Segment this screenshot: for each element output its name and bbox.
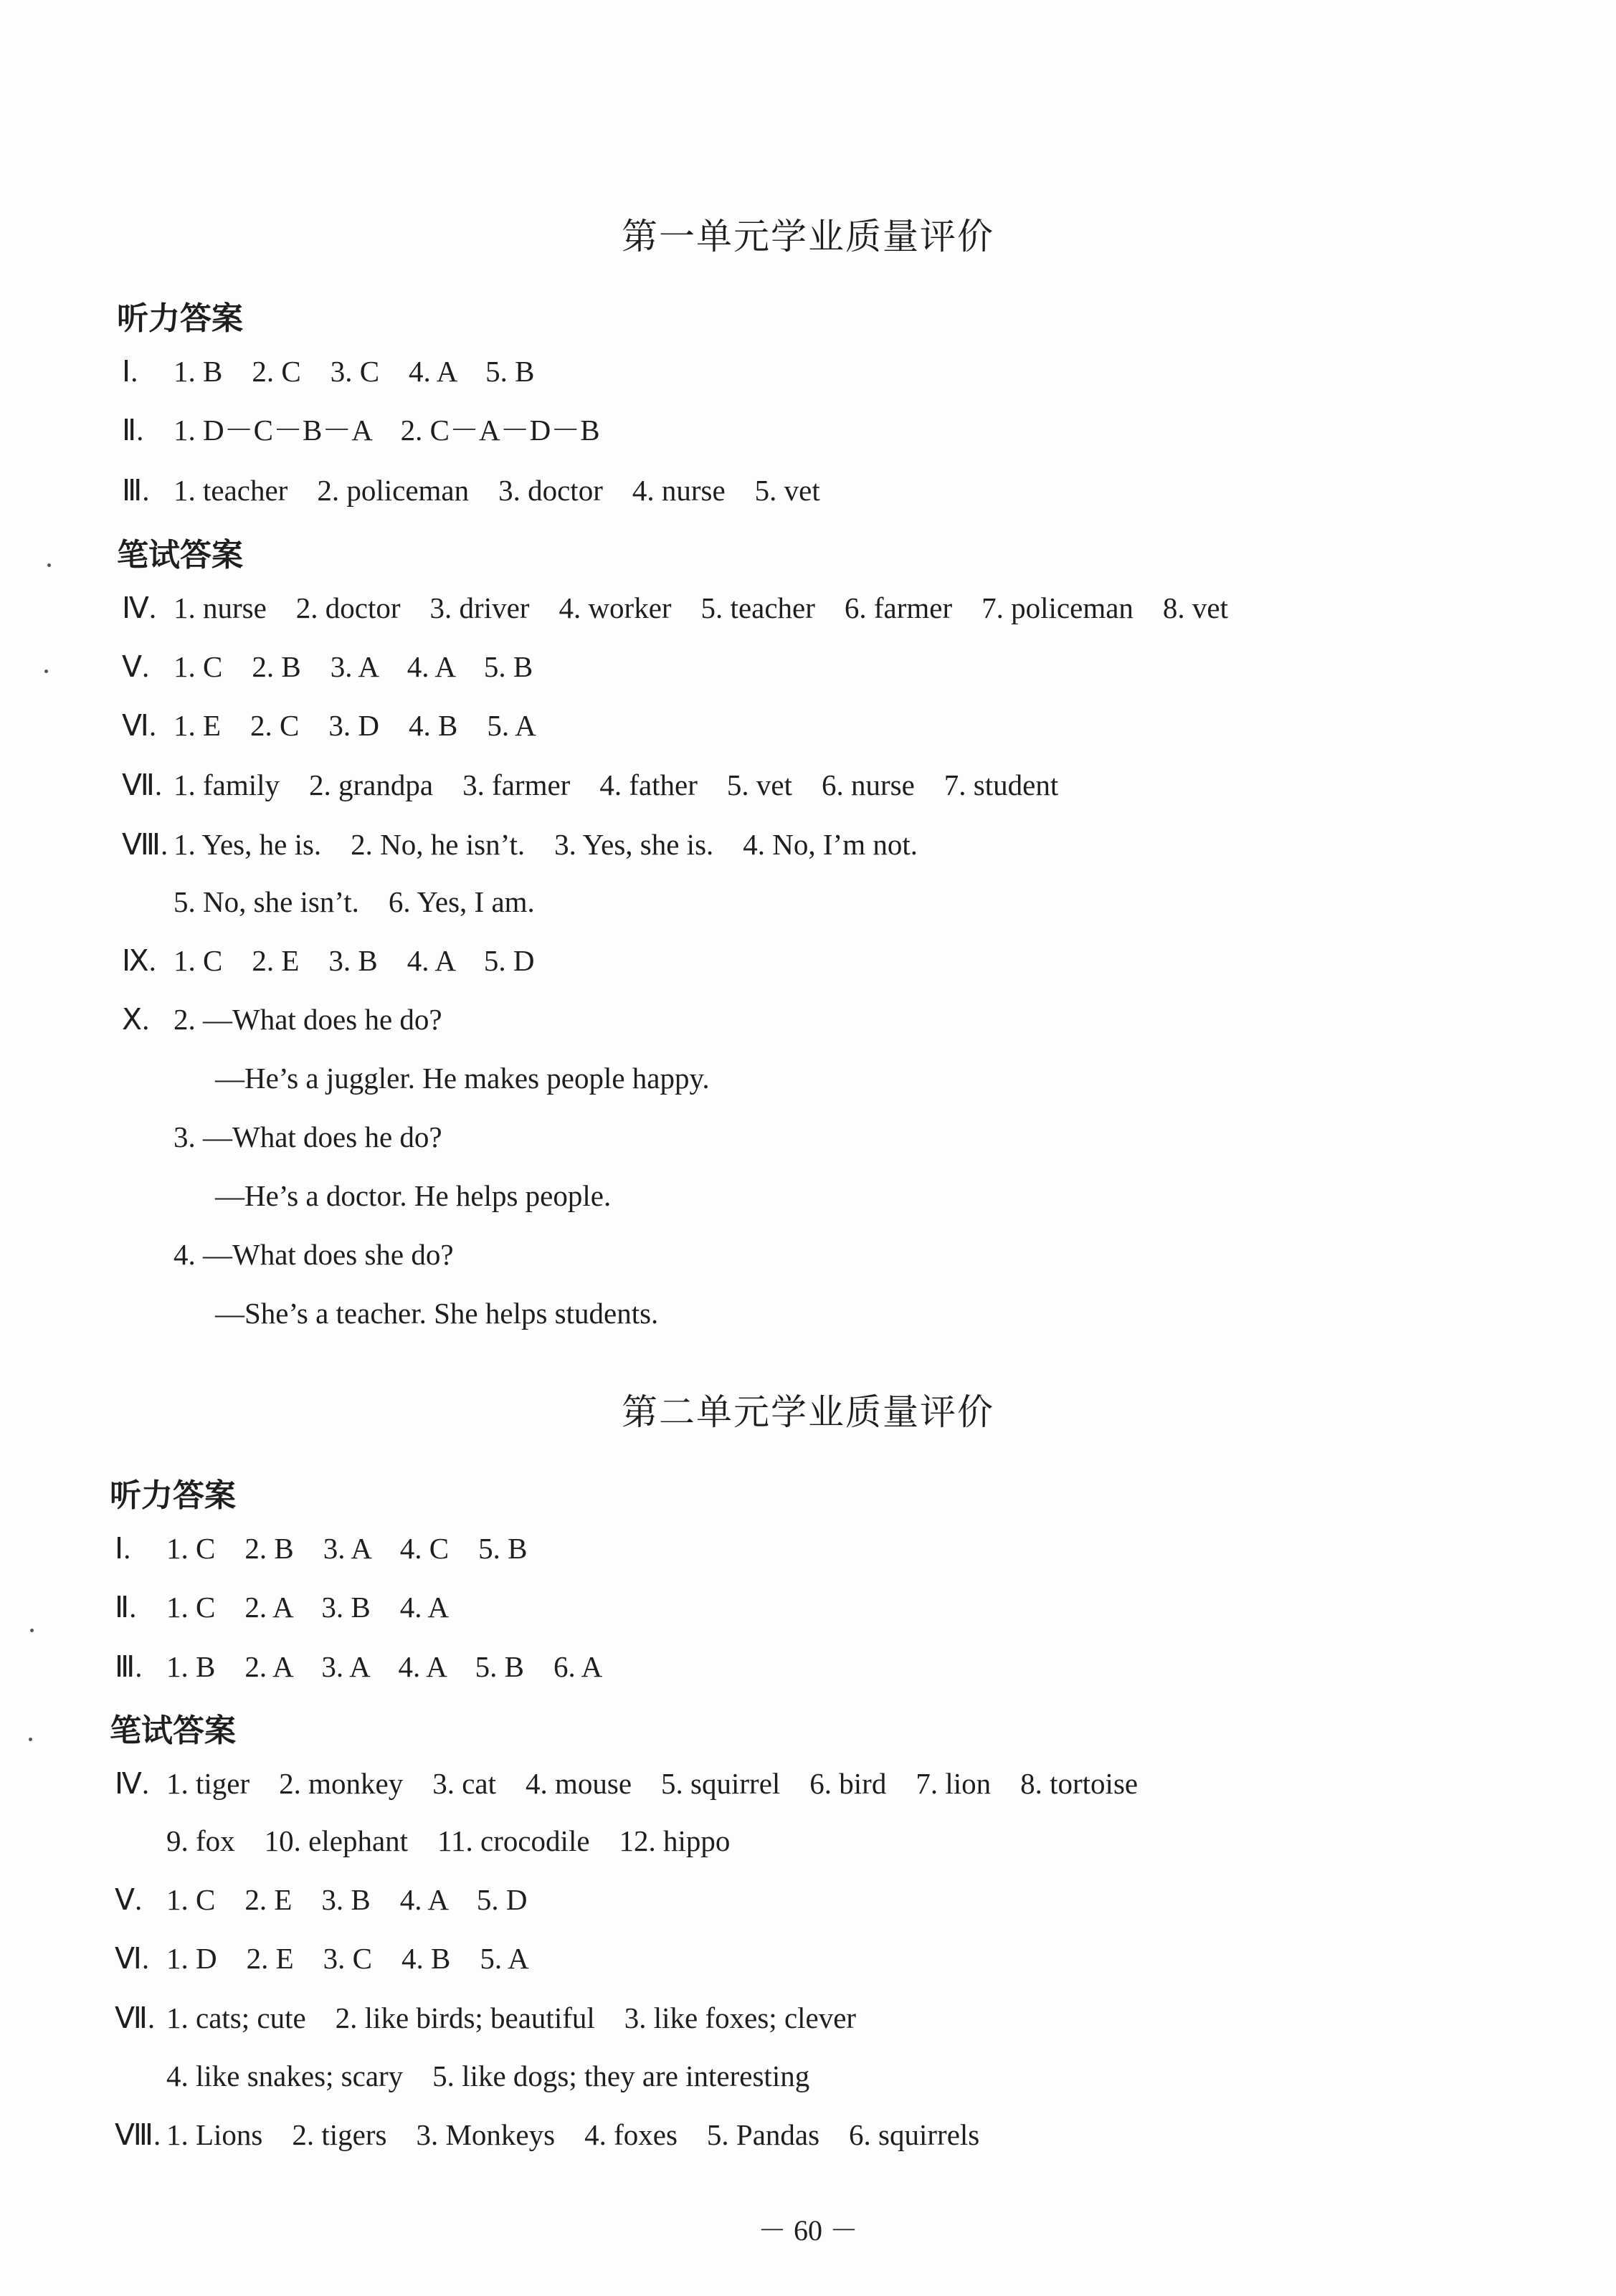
unit1-answer-line (122, 476, 820, 505)
section-number: Ⅵ. (122, 709, 157, 742)
section-number: Ⅶ. (122, 768, 163, 801)
unit1-answer-line (122, 652, 533, 682)
answer-text: 1. cats; cute 2. like birds; beautiful 3. like foxes; clever (166, 2001, 857, 2034)
answer-text: 1. family 2. grandpa 3. farmer 4. father 5. vet 6. nurse 7. student (174, 768, 1059, 801)
section-number: Ⅱ. (115, 1591, 137, 1624)
answer-text: —He’s a juggler. He makes people happy. (215, 1062, 710, 1095)
unit1-answer-line (174, 1240, 454, 1270)
unit1-answer-line (122, 1005, 442, 1034)
scan-speck (44, 670, 48, 673)
section-number: Ⅰ. (122, 355, 138, 388)
section-number: Ⅴ. (122, 650, 150, 683)
answer-text: 1. nurse 2. doctor 3. driver 4. worker 5. teacher 6. farmer 7. policeman 8. vet (174, 591, 1228, 624)
section-number: Ⅶ. (115, 2001, 156, 2034)
unit2-answer-line (115, 2120, 979, 2150)
unit2-answer-line (166, 1826, 730, 1856)
unit1-answer-line (122, 711, 536, 740)
section-number: Ⅱ. (122, 414, 144, 447)
unit1-answer-line (122, 768, 1059, 801)
answer-text: 4. —What does she do? (174, 1238, 454, 1271)
section-number: Ⅹ. (122, 1003, 150, 1036)
unit2-answer-line (115, 2001, 857, 2034)
section-number: Ⅷ. (122, 828, 168, 861)
answer-text: 1. tiger 2. monkey 3. cat 4. mouse 5. squirrel 6. bird 7. lion 8. tortoise (166, 1767, 1139, 1800)
unit2-writing-heading: 笔试答案 (110, 1713, 236, 1749)
answer-text: 3. —What does he do? (174, 1120, 442, 1153)
answer-text: 1. Yes, he is. 2. No, he isn’t. 3. Yes, she is. 4. No, I’m not. (174, 828, 918, 861)
answer-text: 1. E 2. C 3. D 4. B 5. A (174, 709, 536, 742)
unit1-answer-line (122, 887, 535, 917)
answer-text: 1. teacher 2. policeman 3. doctor 4. nurse 5. vet (174, 474, 820, 507)
unit2-answer-line (115, 1534, 527, 1563)
answer-text: 1. C 2. E 3. B 4. A 5. D (174, 944, 535, 977)
unit1-answer-line (122, 357, 534, 386)
unit1-listening-heading: 听力答案 (117, 300, 243, 337)
section-number: Ⅳ. (115, 1767, 150, 1800)
unit1-title: 第一单元学业质量评价 (622, 216, 994, 257)
section-number: Ⅲ. (115, 1650, 143, 1683)
section-number: Ⅲ. (122, 474, 150, 507)
answer-text: 2. —What does he do? (174, 1003, 442, 1036)
answer-text: 1. C 2. B 3. A 4. A 5. B (174, 650, 533, 683)
unit1-answer-line (215, 1299, 658, 1328)
unit2-answer-line (115, 1769, 1138, 1799)
unit2-answer-line (115, 1652, 602, 1682)
answer-text: 1. C 2. B 3. A 4. C 5. B (166, 1532, 528, 1565)
unit1-answer-line (215, 1181, 611, 1211)
section-number: Ⅵ. (115, 1942, 150, 1975)
section-number: Ⅰ. (115, 1532, 131, 1565)
unit2-title: 第二单元学业质量评价 (622, 1391, 994, 1433)
unit1-writing-heading: 笔试答案 (117, 537, 243, 573)
section-number: Ⅷ. (115, 2118, 161, 2151)
unit1-answer-line (122, 416, 600, 445)
page-number: － 60 － (758, 2214, 858, 2247)
answer-text: 1. B 2. A 3. A 4. A 5. B 6. A (166, 1650, 603, 1683)
unit1-answer-line (122, 946, 534, 976)
answer-text: 1. D－C－B－A 2. C－A－D－B (174, 414, 600, 447)
unit2-answer-line (115, 1593, 449, 1622)
answer-text: 1. B 2. C 3. C 4. A 5. B (174, 355, 535, 388)
answer-text: 1. C 2. A 3. B 4. A (166, 1591, 450, 1624)
unit2-answer-line (115, 1944, 529, 1973)
unit2-answer-line (115, 1885, 527, 1915)
unit2-answer-line (166, 2059, 810, 2092)
unit1-answer-line (174, 1120, 442, 1153)
scan-speck (30, 1629, 34, 1632)
unit1-answer-line (122, 591, 1228, 624)
section-number: Ⅳ. (122, 591, 157, 624)
answer-text: 4. like snakes; scary 5. like dogs; they are interesting (166, 2059, 810, 2092)
scan-speck (29, 1738, 32, 1741)
section-number: Ⅸ. (122, 944, 156, 977)
answer-text: 1. C 2. E 3. B 4. A 5. D (166, 1883, 528, 1916)
unit1-answer-line (215, 1064, 710, 1093)
section-number: Ⅴ. (115, 1883, 143, 1916)
answer-text: 1. Lions 2. tigers 3. Monkeys 4. foxes 5. Pandas 6. squirrels (166, 2118, 980, 2151)
answer-text: —She’s a teacher. She helps students. (215, 1297, 659, 1330)
answer-text: 9. fox 10. elephant 11. crocodile 12. hippo (166, 1824, 731, 1857)
unit2-listening-heading: 听力答案 (110, 1477, 236, 1514)
answer-text: —He’s a doctor. He helps people. (215, 1179, 612, 1212)
answer-text: 5. No, she isn’t. 6. Yes, I am. (174, 885, 535, 918)
scan-speck (47, 563, 51, 567)
unit1-answer-line (122, 830, 918, 859)
answer-text: 1. D 2. E 3. C 4. B 5. A (166, 1942, 529, 1975)
